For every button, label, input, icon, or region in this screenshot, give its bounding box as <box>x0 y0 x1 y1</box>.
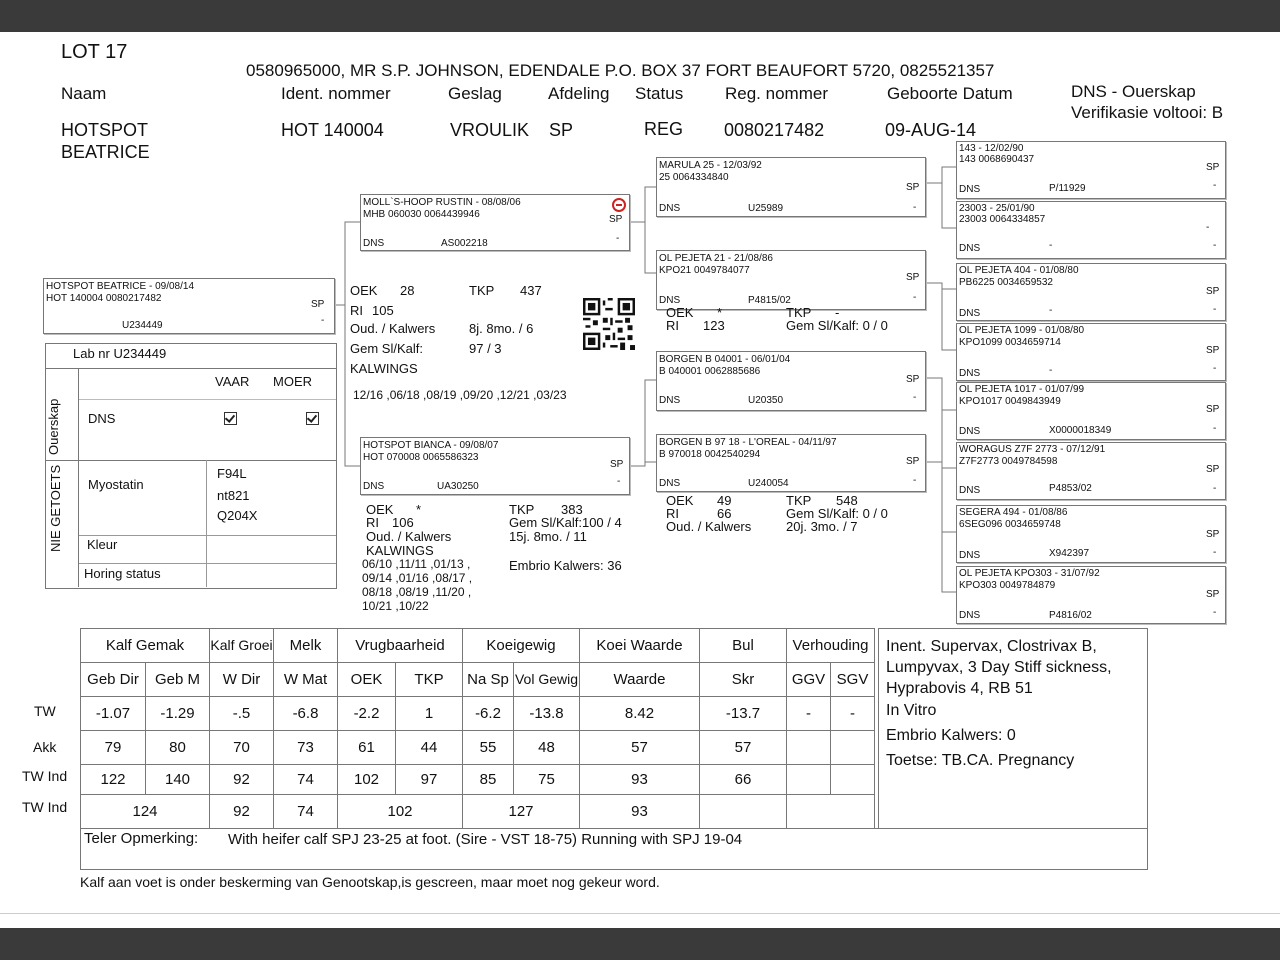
dam-box-sp: SP <box>610 459 624 470</box>
lab-dns-label: DNS <box>88 411 116 426</box>
header-reg: Reg. nommer <box>725 84 828 103</box>
self-box-title: HOTSPOT BEATRICE - 09/08/14 <box>46 281 195 292</box>
sire-gem-label: Gem Sl/Kalf: <box>350 341 423 356</box>
ggp3-dns: DNS <box>959 308 981 319</box>
akk-vol-gewig: 48 <box>514 731 580 765</box>
kleur-label: Kleur <box>87 537 118 552</box>
gp4-tkp-label: TKP <box>786 493 812 508</box>
gp2-code: P4815/02 <box>748 295 791 306</box>
gp2-dash: - <box>913 292 917 303</box>
ggp2-code: - <box>1049 240 1053 251</box>
ggp1-title: 143 - 12/02/90 <box>959 143 1024 154</box>
ggp3-code: - <box>1049 305 1053 316</box>
animal-geslag: VROULIK <box>450 120 530 140</box>
dam-ri-value: 106 <box>392 515 414 530</box>
gp4-title: BORGEN B 97 18 - L'OREAL - 04/11/97 <box>659 437 837 448</box>
twind2-bul <box>700 795 787 829</box>
footer-note: Kalf aan voet is onder beskerming van Genootskap,is gescreen, maar moet nog gekeur word. <box>80 874 660 890</box>
twind-w-dir: 92 <box>210 765 274 795</box>
horing-status-label: Horing status <box>84 566 161 581</box>
gp3-sp: SP <box>906 374 920 385</box>
ggp4-dns: DNS <box>959 368 981 379</box>
gp3-ids: B 040001 0062885686 <box>659 366 761 377</box>
gp4-gem: Gem Sl/Kalf: 0 / 0 <box>786 506 888 521</box>
top-bar <box>0 0 1280 32</box>
ggp4-ids: KPO1099 0034659714 <box>959 337 1061 348</box>
row-label-akk: Akk <box>33 739 57 755</box>
twind-ggv <box>787 765 831 795</box>
self-box-dash: - <box>321 315 325 326</box>
ggp-box-1 <box>956 141 1226 199</box>
gp1-dash: - <box>913 202 917 213</box>
group-kalf-groei: Kalf Groei <box>210 629 274 663</box>
header-geslag: Geslag <box>448 84 502 103</box>
tw-skr: -13.7 <box>700 697 787 731</box>
dam-box-ids: HOT 070008 0065586323 <box>363 452 479 463</box>
sire-gem-value: 97 / 3 <box>469 341 502 356</box>
dam-kalwings-line-2: 09/14 ,01/16 ,08/17 , <box>362 571 473 585</box>
dam-box-title: HOTSPOT BIANCA - 09/08/07 <box>363 440 499 451</box>
lab-moer-label: MOER <box>273 374 312 389</box>
ggp1-dash: - <box>1213 180 1217 191</box>
ggp5-dns: DNS <box>959 426 981 437</box>
gp3-code: U20350 <box>748 395 784 406</box>
animal-name-1: HOTSPOT <box>61 120 149 140</box>
ggp6-ids: Z7F2773 0049784598 <box>959 456 1058 467</box>
gp3-title: BORGEN B 04001 - 06/01/04 <box>659 354 791 365</box>
gp2-tkp-value: - <box>835 305 840 320</box>
lab-vaar-label: VAAR <box>215 374 250 389</box>
gp4-oek-value: 49 <box>717 493 732 508</box>
ggp7-sp: SP <box>1206 529 1220 540</box>
teler-label: Teler Opmerking: <box>84 830 199 847</box>
dam-embrio: Embrio Kalwers: 36 <box>509 558 622 573</box>
dns-ouerskap: DNS - Ouerskap <box>1071 82 1196 101</box>
tw-tkp: 1 <box>396 697 463 731</box>
myostatin-nt821: nt821 <box>217 488 250 503</box>
gp2-ids: KPO21 0049784077 <box>659 265 750 276</box>
header-ident: Ident. nommer <box>281 84 391 103</box>
group-verhouding: Verhouding <box>787 629 875 663</box>
gp4-oud-label: Oud. / Kalwers <box>666 519 752 534</box>
ggp1-dns: DNS <box>959 184 981 195</box>
row-label-tw: TW <box>34 703 56 719</box>
gp2-dns: DNS <box>659 295 681 306</box>
ggp7-dash: - <box>1213 547 1217 558</box>
sub-sgv: SGV <box>831 663 875 697</box>
twind-skr: 66 <box>700 765 787 795</box>
twind-oek: 102 <box>338 765 396 795</box>
sire-box-sp: SP <box>609 214 623 225</box>
ggp6-dash: - <box>1213 483 1217 494</box>
tw-na-sp: -6.2 <box>463 697 514 731</box>
animal-afdeling: SP <box>549 120 574 140</box>
ggp5-dash: - <box>1213 423 1217 434</box>
twind2-koei-waarde: 93 <box>580 795 700 829</box>
twind2-melk: 74 <box>274 795 338 829</box>
sub-geb-m: Geb M <box>146 663 210 697</box>
ggp8-ids: KPO303 0049784879 <box>959 580 1056 591</box>
sire-box-title: MOLL`S-HOOP RUSTIN - 08/08/06 <box>363 197 521 208</box>
ggp2-dash: - <box>1213 240 1217 251</box>
group-melk: Melk <box>274 629 338 663</box>
sire-box-dns: DNS <box>363 238 385 249</box>
sire-ri-value: 105 <box>372 303 394 318</box>
ggp5-sp: SP <box>1206 404 1220 415</box>
ggp6-title: WORAGUS Z7F 2773 - 07/12/91 <box>959 444 1106 455</box>
ggp7-title: SEGERA 494 - 01/08/86 <box>959 507 1068 518</box>
dam-oek-label: OEK <box>366 502 394 517</box>
self-pedigree-box <box>43 278 335 334</box>
dam-tkp-value: 383 <box>561 502 583 517</box>
twind2-vrugbaarheid: 102 <box>338 795 463 829</box>
gp4-ri-value: 66 <box>717 506 732 521</box>
gp1-dns: DNS <box>659 203 681 214</box>
sub-vol-gewig: Vol Gewig <box>514 663 580 697</box>
ggp2-sp: - <box>1206 222 1210 233</box>
grandparent-box-2 <box>656 250 926 310</box>
animal-geboorte: 09-AUG-14 <box>885 120 977 140</box>
sire-box-ids: MHB 060030 0064439946 <box>363 209 480 220</box>
gp2-ri-value: 123 <box>703 318 725 333</box>
ggp5-title: OL PEJETA 1017 - 01/07/99 <box>959 384 1085 395</box>
animal-status: REG <box>644 119 684 139</box>
sire-oud-value: 8j. 8mo. / 6 <box>469 321 534 336</box>
ggp3-dash: - <box>1213 304 1217 315</box>
self-box-sp: SP <box>311 299 325 310</box>
gp2-tkp-label: TKP <box>786 305 812 320</box>
ggp7-dns: DNS <box>959 550 981 561</box>
gp4-ri-label: RI <box>666 506 679 521</box>
tw-geb-dir: -1.07 <box>81 697 146 731</box>
row-label-tw-ind-2: TW Ind <box>22 799 68 815</box>
akk-waarde: 57 <box>580 731 700 765</box>
notes-invitro: In Vitro <box>886 702 937 719</box>
tw-geb-m: -1.29 <box>146 697 210 731</box>
twind-na-sp: 85 <box>463 765 514 795</box>
sub-geb-dir: Geb Dir <box>81 663 146 697</box>
ggp4-code: - <box>1049 365 1053 376</box>
gp4-code: U240054 <box>748 478 789 489</box>
ggp6-dns: DNS <box>959 485 981 496</box>
tw-w-mat: -6.8 <box>274 697 338 731</box>
ggp8-dash: - <box>1213 607 1217 618</box>
bottom-bar <box>0 928 1280 960</box>
twind2-koeigewig: 127 <box>463 795 580 829</box>
ggp7-ids: 6SEG096 0034659748 <box>959 519 1061 530</box>
qr-code-icon <box>583 298 635 350</box>
ggp-box-3 <box>956 263 1226 321</box>
gp2-gem: Gem Sl/Kalf: 0 / 0 <box>786 318 888 333</box>
ggp-box-6 <box>956 442 1226 500</box>
twind-tkp: 97 <box>396 765 463 795</box>
ggp5-ids: KPO1017 0049843949 <box>959 396 1061 407</box>
gp4-tkp-value: 548 <box>836 493 858 508</box>
lot-number: LOT 17 <box>61 41 128 63</box>
ggp4-dash: - <box>1213 363 1217 374</box>
ggp3-title: OL PEJETA 404 - 01/08/80 <box>959 265 1079 276</box>
twind-w-mat: 74 <box>274 765 338 795</box>
akk-w-dir: 70 <box>210 731 274 765</box>
gp2-ri-label: RI <box>666 318 679 333</box>
gp4-ids: B 970018 0042540294 <box>659 449 761 460</box>
footer-divider <box>0 913 1280 914</box>
twind-waarde: 93 <box>580 765 700 795</box>
ouerskap-vertical-label: Ouerskap <box>46 398 61 455</box>
gp1-code: U25989 <box>748 203 784 214</box>
dam-box-dash: - <box>617 476 621 487</box>
twind2-kalf-groei: 92 <box>210 795 274 829</box>
akk-w-mat: 73 <box>274 731 338 765</box>
akk-geb-m: 80 <box>146 731 210 765</box>
akk-ggv <box>787 731 831 765</box>
tw-w-dir: -.5 <box>210 697 274 731</box>
ggp8-title: OL PEJETA KPO303 - 31/07/92 <box>959 568 1100 579</box>
dam-ri-label: RI <box>366 515 379 530</box>
ggp2-ids: 23003 0064334857 <box>959 214 1046 225</box>
tw-sgv: - <box>831 697 875 731</box>
sub-ggv: GGV <box>787 663 831 697</box>
group-vrugbaarheid: Vrugbaarheid <box>338 629 463 663</box>
sire-tkp-value: 437 <box>520 283 542 298</box>
ggp3-sp: SP <box>1206 286 1220 297</box>
self-box-code: U234449 <box>122 320 163 331</box>
ggp-box-8 <box>956 566 1226 624</box>
animal-name-2: BEATRICE <box>61 142 150 162</box>
twind2-kalf-gemak: 124 <box>81 795 210 829</box>
myostatin-f94l: F94L <box>217 466 247 481</box>
sub-oek: OEK <box>338 663 396 697</box>
grandparent-box-1 <box>656 157 926 217</box>
group-kalf-gemak: Kalf Gemak <box>81 629 210 663</box>
notes-toetse: Toetse: TB.CA. Pregnancy <box>886 752 1075 769</box>
notes-inent: Inent. Supervax, Clostrivax B, Lumpyvax, 3 Day Stiff sickness, Hyprabovis 4, RB 51 <box>886 638 1112 697</box>
sub-skr: Skr <box>700 663 787 697</box>
vaar-checked-icon <box>224 412 237 425</box>
certified-logo-icon <box>611 197 627 213</box>
sub-tkp: TKP <box>396 663 463 697</box>
teler-text: With heifer calf SPJ 23-25 at foot. (Sire - VST 18-75) Running with SPJ 19-04 <box>228 831 743 848</box>
ggp-box-4 <box>956 323 1226 381</box>
akk-sgv <box>831 731 875 765</box>
dam-kalwings-label: KALWINGS <box>366 543 434 558</box>
tw-vol-gewig: -13.8 <box>514 697 580 731</box>
gp4-oek-label: OEK <box>666 493 694 508</box>
sire-tkp-label: TKP <box>469 283 495 298</box>
ggp1-code: P/11929 <box>1049 183 1086 194</box>
twind2-verhouding <box>787 795 875 829</box>
gp1-sp: SP <box>906 182 920 193</box>
gp3-dns: DNS <box>659 395 681 406</box>
performance-table <box>80 628 875 829</box>
lab-nr: Lab nr U234449 <box>73 346 167 361</box>
ggp-box-5 <box>956 382 1226 440</box>
tw-waarde: 8.42 <box>580 697 700 731</box>
dam-kalwings-line-1: 06/10 ,11/11 ,01/13 , <box>362 557 471 571</box>
dam-kalwings-line-3: 08/18 ,08/19 ,11/20 , <box>362 585 472 599</box>
header-naam: Naam <box>61 84 107 103</box>
dam-oek-value: * <box>416 502 422 517</box>
sub-na-sp: Na Sp <box>463 663 514 697</box>
myostatin-q204x: Q204X <box>217 508 258 523</box>
dam-oud-label: Oud. / Kalwers <box>366 529 452 544</box>
sire-kalwings: 12/16 ,06/18 ,08/19 ,09/20 ,12/21 ,03/23 <box>353 388 567 402</box>
ggp2-dns: DNS <box>959 243 981 254</box>
gp1-title: MARULA 25 - 12/03/92 <box>659 160 762 171</box>
sub-w-mat: W Mat <box>274 663 338 697</box>
ggp1-ids: 143 0068690437 <box>959 154 1035 165</box>
gp3-dash: - <box>913 392 917 403</box>
sire-ri-label: RI <box>350 303 363 318</box>
row-label-tw-ind: TW Ind <box>22 768 68 784</box>
twind-vol-gewig: 75 <box>514 765 580 795</box>
ggp6-sp: SP <box>1206 464 1220 475</box>
ggp8-dns: DNS <box>959 610 981 621</box>
gp4-dns: DNS <box>659 478 681 489</box>
akk-geb-dir: 79 <box>81 731 146 765</box>
myostatin-label: Myostatin <box>88 477 144 492</box>
ggp8-code: P4816/02 <box>1049 610 1092 621</box>
sire-oud-label: Oud. / Kalwers <box>350 321 436 336</box>
header-afdeling: Afdeling <box>548 84 610 103</box>
tw-oek: -2.2 <box>338 697 396 731</box>
animal-reg: 0080217482 <box>724 120 825 140</box>
ggp8-sp: SP <box>1206 589 1220 600</box>
group-koei-waarde: Koei Waarde <box>580 629 700 663</box>
dam-kalwings-line-4: 10/21 ,10/22 <box>362 599 429 613</box>
gp2-oek-value: * <box>717 305 723 320</box>
gp4-sp: SP <box>906 456 920 467</box>
gp2-sp: SP <box>906 272 920 283</box>
gp1-ids: 25 0064334840 <box>659 172 729 183</box>
ggp1-sp: SP <box>1206 162 1220 173</box>
gp2-oek-label: OEK <box>666 305 694 320</box>
moer-checked-icon <box>306 412 319 425</box>
ggp4-title: OL PEJETA 1099 - 01/08/80 <box>959 325 1085 336</box>
twind-geb-m: 140 <box>146 765 210 795</box>
gp4-oud-value: 20j. 3mo. / 7 <box>786 519 858 534</box>
gp2-title: OL PEJETA 21 - 21/08/86 <box>659 253 773 264</box>
ggp-box-7 <box>956 505 1226 563</box>
akk-skr: 57 <box>700 731 787 765</box>
sire-kalwings-label: KALWINGS <box>350 361 418 376</box>
akk-tkp: 44 <box>396 731 463 765</box>
sire-oek-label: OEK <box>350 283 378 298</box>
header-status: Status <box>635 84 684 103</box>
sub-waarde: Waarde <box>580 663 700 697</box>
notes-embrio: Embrio Kalwers: 0 <box>886 727 1016 744</box>
nie-getoets-vertical-label: NIE GETOETS <box>48 464 63 552</box>
animal-ident: HOT 140004 <box>281 120 384 140</box>
ggp6-code: P4853/02 <box>1049 483 1092 494</box>
group-koeigewig: Koeigewig <box>463 629 580 663</box>
akk-oek: 61 <box>338 731 396 765</box>
dam-pedigree-box <box>360 437 630 495</box>
dam-oud-value: 15j. 8mo. / 11 <box>509 529 587 544</box>
twind-sgv <box>831 765 875 795</box>
ggp7-code: X942397 <box>1049 548 1090 559</box>
header-geboorte: Geboorte Datum <box>887 84 1013 103</box>
ggp3-ids: PB6225 0034659532 <box>959 277 1053 288</box>
dns-verifikasie: Verifikasie voltooi: B <box>1071 103 1224 122</box>
akk-na-sp: 55 <box>463 731 514 765</box>
sire-oek-value: 28 <box>400 283 415 298</box>
group-bul: Bul <box>700 629 787 663</box>
owner-line: 0580965000, MR S.P. JOHNSON, EDENDALE P.O. BOX 37 FORT BEAUFORT 5720, 0825521357 <box>246 61 995 80</box>
grandparent-box-4 <box>656 434 926 492</box>
sire-pedigree-box <box>360 194 630 251</box>
dam-gem-value: Gem Sl/Kalf:100 / 4 <box>509 515 622 530</box>
self-box-ids: HOT 140004 0080217482 <box>46 293 162 304</box>
dam-tkp-label: TKP <box>509 502 535 517</box>
ggp2-title: 23003 - 25/01/90 <box>959 203 1035 214</box>
ggp5-code: X0000018349 <box>1049 425 1112 436</box>
dam-box-code: UA30250 <box>437 481 479 492</box>
dam-box-dns: DNS <box>363 481 385 492</box>
sire-box-dash: - <box>616 233 620 244</box>
gp4-dash: - <box>913 475 917 486</box>
twind-geb-dir: 122 <box>81 765 146 795</box>
sire-box-code: AS002218 <box>441 238 488 249</box>
ggp4-sp: SP <box>1206 345 1220 356</box>
tw-ggv: - <box>787 697 831 731</box>
grandparent-box-3 <box>656 351 926 411</box>
sub-w-dir: W Dir <box>210 663 274 697</box>
ggp-box-2 <box>956 201 1226 259</box>
